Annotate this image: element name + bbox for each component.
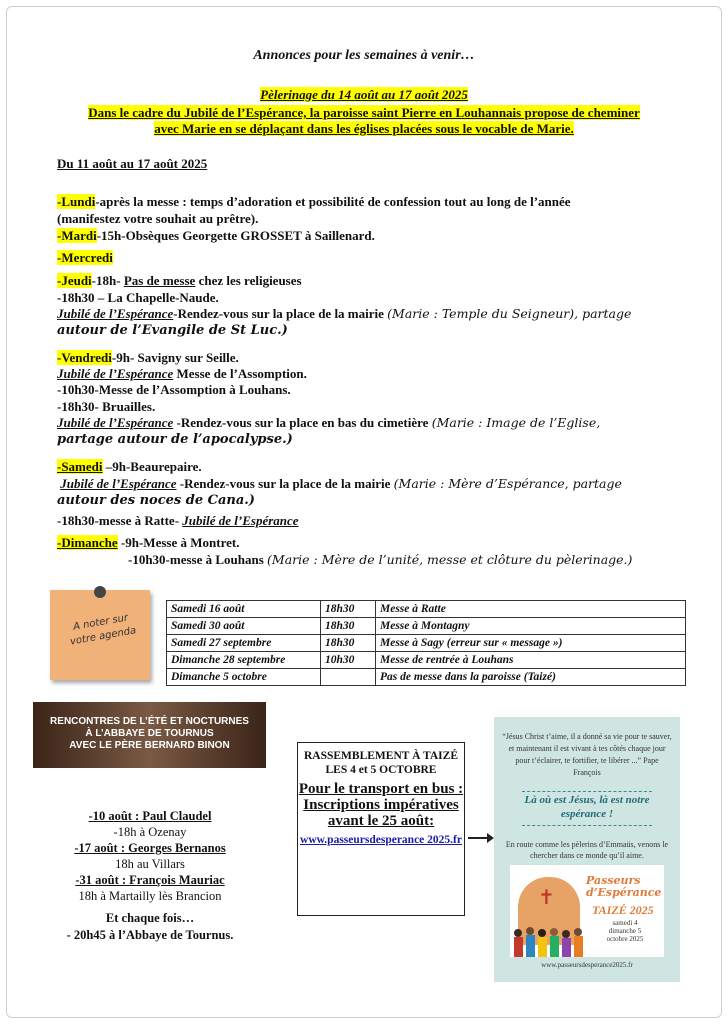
jeudi-rdv: -Rendez-vous sur la place de la mairie bbox=[173, 306, 388, 321]
schedule-date: Samedi 30 août bbox=[167, 618, 321, 635]
day-dimanche: -Dimanche bbox=[57, 535, 118, 550]
table-row bbox=[167, 652, 686, 669]
vendredi-line4: -18h30- Bruailles. bbox=[57, 399, 156, 414]
poster-caption: Là où est Jésus, là est notre espérance ! bbox=[524, 794, 650, 820]
day-mercredi: -Mercredi bbox=[57, 250, 113, 265]
banner-line2: À L’ABBAYE DE TOURNUS bbox=[85, 728, 214, 739]
taize-link[interactable]: www.passeursdesperance 2025.fr bbox=[300, 834, 462, 846]
schedule-event: Pas de messe dans la paroisse (Taizé) bbox=[376, 669, 686, 686]
dimanche-louhans: -10h30-messe à Louhans bbox=[128, 552, 268, 567]
vendredi-text: -9h- Savigny sur Seille. bbox=[111, 350, 239, 365]
samedi-line1 bbox=[57, 459, 202, 475]
schedule-date: Dimanche 28 septembre bbox=[167, 652, 321, 669]
poster-route: En route comme les pèlerins d’Emmaüs, venons le chercher dans ce monde qu’il aime. bbox=[505, 840, 669, 860]
intro-line2: avec Marie en se déplaçant dans les églises placées sous le vocable de Marie. bbox=[154, 121, 574, 136]
schedule-event: Messe à Montagny bbox=[376, 618, 686, 635]
week-heading: Du 11 août au 17 août 2025 bbox=[57, 156, 208, 171]
day-vendredi: -Vendredi bbox=[57, 350, 112, 365]
vendredi-rdv: -Rendez-vous sur la place en bas du cimetière bbox=[173, 415, 432, 430]
taize-poster bbox=[494, 717, 680, 982]
schedule-time: 10h30 bbox=[321, 652, 376, 669]
vendredi-line5 bbox=[57, 415, 600, 431]
lundi-line2: (manifestez votre souhait au prêtre). bbox=[57, 211, 259, 226]
arrow-right-icon bbox=[468, 837, 488, 839]
rencontre-detail: 18h à Martailly lès Brancion bbox=[78, 889, 222, 903]
dimanche-line2 bbox=[128, 552, 632, 568]
pilgrimage-title: Pèlerinage du 14 août au 17 août 2025 bbox=[260, 87, 468, 102]
rencontre-title: -17 août : Georges Bernanos bbox=[74, 841, 226, 855]
sticky-note-text: A noter sur votre agenda bbox=[69, 612, 137, 648]
dimanche-marie: (Marie : Mère de l’unité, messe et clôture du pèlerinage.) bbox=[267, 552, 633, 567]
rencontre-detail: 18h au Villars bbox=[115, 857, 185, 871]
vendredi-line2 bbox=[57, 366, 307, 382]
sticky-note bbox=[50, 590, 150, 680]
schedule-time: 18h30 bbox=[321, 618, 376, 635]
intro-line1: Dans le cadre du Jubilé de l’Espérance, la paroisse saint Pierre en Louhannais propose de cheminer bbox=[88, 105, 640, 120]
samedi-line3: autour des noces de Cana.) bbox=[57, 493, 255, 508]
jeudi-line3 bbox=[57, 306, 631, 322]
table-row bbox=[167, 635, 686, 652]
schedule-date: Samedi 16 août bbox=[167, 601, 321, 618]
intro-line1-wrap bbox=[0, 105, 728, 121]
pilgrimage-title-wrap bbox=[0, 87, 728, 103]
vendredi-marie: (Marie : Image de l’Eglise, bbox=[431, 415, 601, 430]
jeudi-line4: autour de l’Evangile de St Luc.) bbox=[57, 323, 288, 338]
mardi-text: -15h-Obsèques Georgette GROSSET à Saillenard. bbox=[96, 228, 375, 243]
table-row bbox=[167, 618, 686, 635]
schedule-date: Samedi 27 septembre bbox=[167, 635, 321, 652]
pin-icon bbox=[94, 586, 106, 598]
taize-transport: Pour le transport en bus : Inscriptions impératives avant le 25 août: bbox=[298, 781, 464, 829]
each-time-detail: - 20h45 à l’Abbaye de Tournus. bbox=[66, 928, 234, 942]
each-time-title: Et chaque fois… bbox=[105, 911, 195, 925]
table-row bbox=[167, 601, 686, 618]
poster-artwork bbox=[510, 865, 664, 957]
day-lundi: -Lundi bbox=[57, 194, 96, 209]
samedi-marie: (Marie : Mère d’Espérance, partage bbox=[393, 476, 622, 491]
poster-brand: Passeurs d’Espérance bbox=[586, 874, 662, 899]
divider bbox=[522, 791, 652, 792]
page-title: Annonces pour les semaines à venir… bbox=[253, 48, 475, 63]
day-jeudi: -Jeudi bbox=[57, 273, 92, 288]
taize-box bbox=[297, 742, 465, 916]
poster-dates: samedi 4 dimanche 5 octobre 2025 bbox=[606, 919, 644, 943]
schedule-time: 18h30 bbox=[321, 601, 376, 618]
day-samedi: -Samedi bbox=[57, 459, 103, 474]
jubile-label: Jubilé de l’Espérance bbox=[57, 415, 174, 430]
jubile-label: Jubilé de l’Espérance bbox=[57, 306, 174, 321]
vendredi-line3: -10h30-Messe de l’Assomption à Louhans. bbox=[57, 382, 291, 397]
rencontre-detail: -18h à Ozenay bbox=[113, 825, 187, 839]
jubile-label: Jubilé de l’Espérance bbox=[57, 366, 174, 381]
schedule-time: 18h30 bbox=[321, 635, 376, 652]
schedule-event: Messe de rentrée à Louhans bbox=[376, 652, 686, 669]
taize-title: RASSEMBLEMENT À TAIZÉ LES 4 et 5 OCTOBRE bbox=[303, 750, 458, 776]
schedule-event: Messe à Ratte bbox=[376, 601, 686, 618]
crowd-illustration-icon bbox=[510, 923, 590, 957]
jeudi-no-mass: Pas de messe bbox=[123, 273, 196, 288]
samedi-rdv: -Rendez-vous sur la place de la mairie bbox=[176, 476, 394, 491]
cross-icon: ✝ bbox=[538, 887, 555, 909]
jeudi-line1 bbox=[57, 273, 302, 289]
banner-line1: RENCONTRES DE L’ÉTÉ ET NOCTURNES bbox=[50, 716, 249, 727]
samedi-line2 bbox=[57, 476, 622, 492]
poster-taize: TAIZÉ 2025 bbox=[592, 903, 654, 917]
dimanche-line1 bbox=[57, 535, 239, 551]
vendredi-assomption: Messe de l’Assomption. bbox=[173, 366, 307, 381]
jubile-label: Jubilé de l’Espérance bbox=[182, 513, 299, 528]
schedule-table bbox=[166, 600, 686, 686]
table-row bbox=[167, 669, 686, 686]
divider bbox=[522, 825, 652, 826]
schedule-event: Messe à Sagy (erreur sur « message ») bbox=[376, 635, 686, 652]
rencontres-banner bbox=[33, 702, 266, 768]
schedule-date: Dimanche 5 octobre bbox=[167, 669, 321, 686]
schedule-time bbox=[321, 669, 376, 686]
poster-quote: “Jésus Christ t’aime, il a donné sa vie pour te sauver, et maintenant il est vivant à tes côtés chaque jour pour t’éclairer, te fortifier, te libérer ...” Pape François bbox=[502, 732, 672, 777]
dimanche-text: -9h-Messe à Montret. bbox=[117, 535, 240, 550]
jeudi-line2: -18h30 – La Chapelle-Naude. bbox=[57, 290, 219, 305]
samedi-ratte: -18h30-messe à Ratte- bbox=[57, 513, 183, 528]
samedi-text: –9h-Beaurepaire. bbox=[102, 459, 202, 474]
lundi-text: -après la messe : temps d’adoration et possibilité de confession tout au long de l’année bbox=[95, 194, 571, 209]
rencontre-title: -31 août : François Mauriac bbox=[75, 873, 225, 887]
mardi-line bbox=[57, 228, 375, 244]
poster-url: www.passeursdesperance2025.fr bbox=[541, 961, 633, 969]
lundi-line1 bbox=[57, 194, 571, 210]
mercredi-line bbox=[57, 250, 113, 266]
jubile-label: Jubilé de l’Espérance bbox=[60, 476, 177, 491]
banner-line3: AVEC LE PÈRE BERNARD BINON bbox=[69, 740, 230, 751]
samedi-line4 bbox=[57, 513, 299, 529]
intro-line2-wrap bbox=[0, 121, 728, 137]
vendredi-line6: partage autour de l’apocalypse.) bbox=[57, 432, 293, 447]
jeudi-marie: (Marie : Temple du Seigneur), partage bbox=[387, 306, 632, 321]
vendredi-line1 bbox=[57, 350, 239, 366]
day-mardi: -Mardi bbox=[57, 228, 97, 243]
jeudi-time: -18h- bbox=[91, 273, 124, 288]
jeudi-text: chez les religieuses bbox=[195, 273, 302, 288]
rencontre-title: -10 août : Paul Claudel bbox=[88, 809, 212, 823]
